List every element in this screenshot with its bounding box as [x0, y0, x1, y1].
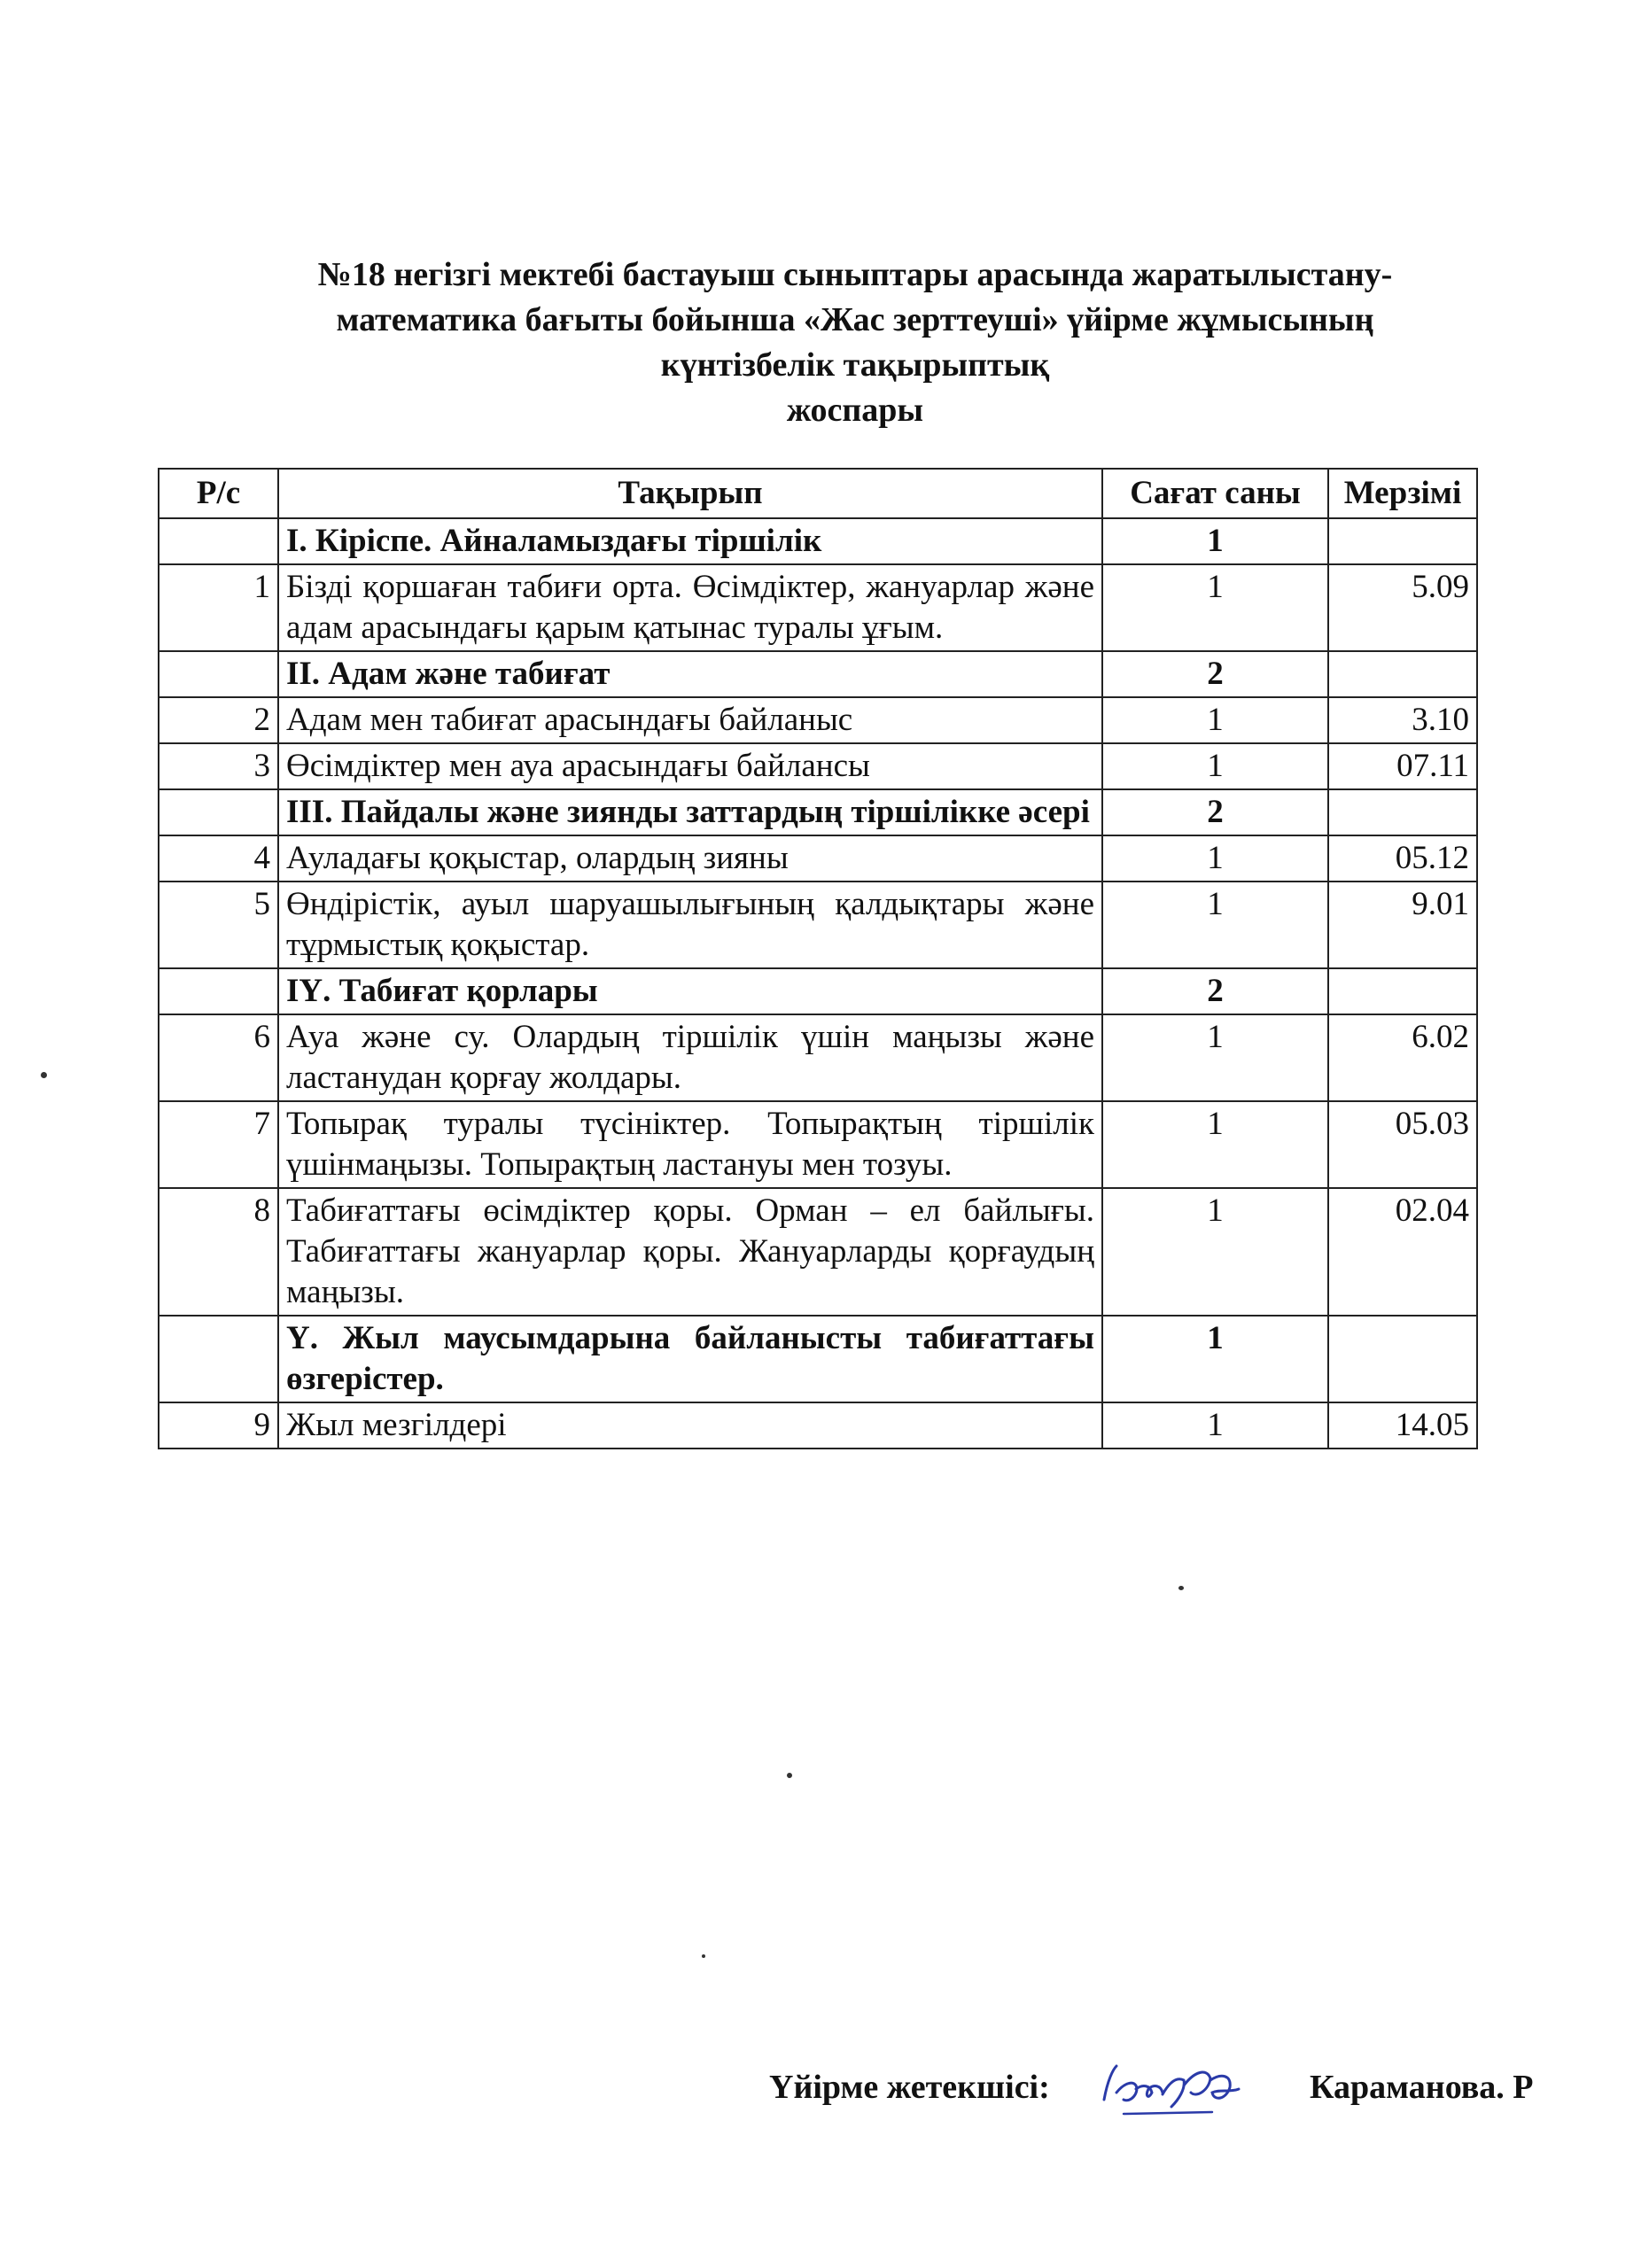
row-number [159, 789, 278, 835]
section-row [159, 1316, 1477, 1402]
row-hours: 1 [1102, 882, 1328, 968]
table-row [159, 743, 1477, 789]
document-title [177, 252, 1533, 433]
row-date: 5.09 [1328, 564, 1477, 651]
row-number: 8 [159, 1188, 278, 1316]
table-header-row [159, 469, 1477, 518]
section-title: І. Кіріспе. Айналамыздағы тіршілік [278, 518, 1102, 564]
row-number: 4 [159, 835, 278, 882]
section-title: ІІ. Адам және табиғат [278, 651, 1102, 697]
handwritten-signature [1097, 2054, 1248, 2124]
row-number: 3 [159, 743, 278, 789]
row-number: 9 [159, 1402, 278, 1449]
row-hours: 1 [1102, 1101, 1328, 1188]
row-hours: 1 [1102, 835, 1328, 882]
signature-line [769, 2054, 1567, 2124]
section-title: Ү. Жыл маусымдарына байланысты табиғаттағы өзгерістер. [278, 1316, 1102, 1402]
row-hours: 2 [1102, 789, 1328, 835]
row-topic: Өсімдіктер мен ауа арасындағы байлансы [278, 743, 1102, 789]
row-topic: Ауа және су. Олардың тіршілік үшін маңызы және ластанудан қорғау жолдары. [278, 1014, 1102, 1101]
row-hours: 2 [1102, 651, 1328, 697]
scan-speck [702, 1954, 705, 1958]
row-number [159, 651, 278, 697]
row-number [159, 518, 278, 564]
row-date: 6.02 [1328, 1014, 1477, 1101]
section-row [159, 518, 1477, 564]
row-topic: Өндірістік, ауыл шаруашылығының қалдықтары және тұрмыстық қоқыстар. [278, 882, 1102, 968]
table-row [159, 697, 1477, 743]
row-date: 14.05 [1328, 1402, 1477, 1449]
row-hours: 2 [1102, 968, 1328, 1014]
plan-table [158, 468, 1478, 1449]
leader-name: Караманова. Р [1310, 2069, 1534, 2106]
row-date: 05.12 [1328, 835, 1477, 882]
row-number: 1 [159, 564, 278, 651]
header-topic: Тақырып [278, 469, 1102, 518]
row-date: 9.01 [1328, 882, 1477, 968]
scan-speck [41, 1072, 47, 1078]
row-topic: Табиғаттағы өсімдіктер қоры. Орман – ел байлығы. Табиғаттағы жануарлар қоры. Жануарларды қорғаудың маңызы. [278, 1188, 1102, 1316]
row-date: 3.10 [1328, 697, 1477, 743]
header-hours: Сағат саны [1102, 469, 1328, 518]
table-row [159, 1014, 1477, 1101]
row-date [1328, 651, 1477, 697]
row-number: 7 [159, 1101, 278, 1188]
table-row [159, 1188, 1477, 1316]
row-hours: 1 [1102, 1014, 1328, 1101]
scan-speck [1178, 1586, 1184, 1590]
row-topic: Топырақ туралы түсініктер. Топырақтың тіршілік үшінмаңызы. Топырақтың ластануы мен тозуы. [278, 1101, 1102, 1188]
row-number: 2 [159, 697, 278, 743]
row-date: 05.03 [1328, 1101, 1477, 1188]
section-row [159, 968, 1477, 1014]
table-row [159, 835, 1477, 882]
row-hours: 1 [1102, 1402, 1328, 1449]
title-line-2: математика бағыты бойынша «Жас зерттеуші» үйірме жұмысының [336, 301, 1374, 338]
header-date: Мерзімі [1328, 469, 1477, 518]
row-date [1328, 789, 1477, 835]
row-number [159, 1316, 278, 1402]
section-row [159, 789, 1477, 835]
row-date [1328, 1316, 1477, 1402]
row-topic: Адам мен табиғат арасындағы байланыс [278, 697, 1102, 743]
row-topic: Ауладағы қоқыстар, олардың зияны [278, 835, 1102, 882]
section-title: ІҮ. Табиғат қорлары [278, 968, 1102, 1014]
title-line-1: №18 негізгі мектебі бастауыш сыныптары арасында жаратылыстану- [317, 256, 1393, 293]
row-number: 6 [159, 1014, 278, 1101]
row-date [1328, 518, 1477, 564]
row-date: 02.04 [1328, 1188, 1477, 1316]
row-number: 5 [159, 882, 278, 968]
title-line-4: жоспары [786, 392, 924, 429]
leader-label: Үйірме жетекшісі: [769, 2069, 1050, 2106]
row-hours: 1 [1102, 697, 1328, 743]
title-line-3: күнтізбелік тақырыптық [660, 346, 1050, 384]
row-hours: 1 [1102, 1316, 1328, 1402]
section-title: ІІІ. Пайдалы және зиянды заттардың тіршілікке әсері [278, 789, 1102, 835]
row-number [159, 968, 278, 1014]
table-row [159, 564, 1477, 651]
row-hours: 1 [1102, 1188, 1328, 1316]
row-hours: 1 [1102, 743, 1328, 789]
table-row [159, 1402, 1477, 1449]
row-topic: Бізді қоршаған табиғи орта. Өсімдіктер, жануарлар және адам арасындағы қарым қатынас туралы ұғым. [278, 564, 1102, 651]
row-hours: 1 [1102, 518, 1328, 564]
row-date [1328, 968, 1477, 1014]
section-row [159, 651, 1477, 697]
row-topic: Жыл мезгілдері [278, 1402, 1102, 1449]
table-row [159, 882, 1477, 968]
scan-speck [787, 1773, 792, 1778]
row-hours: 1 [1102, 564, 1328, 651]
header-no: Р/с [159, 469, 278, 518]
table-row [159, 1101, 1477, 1188]
row-date: 07.11 [1328, 743, 1477, 789]
